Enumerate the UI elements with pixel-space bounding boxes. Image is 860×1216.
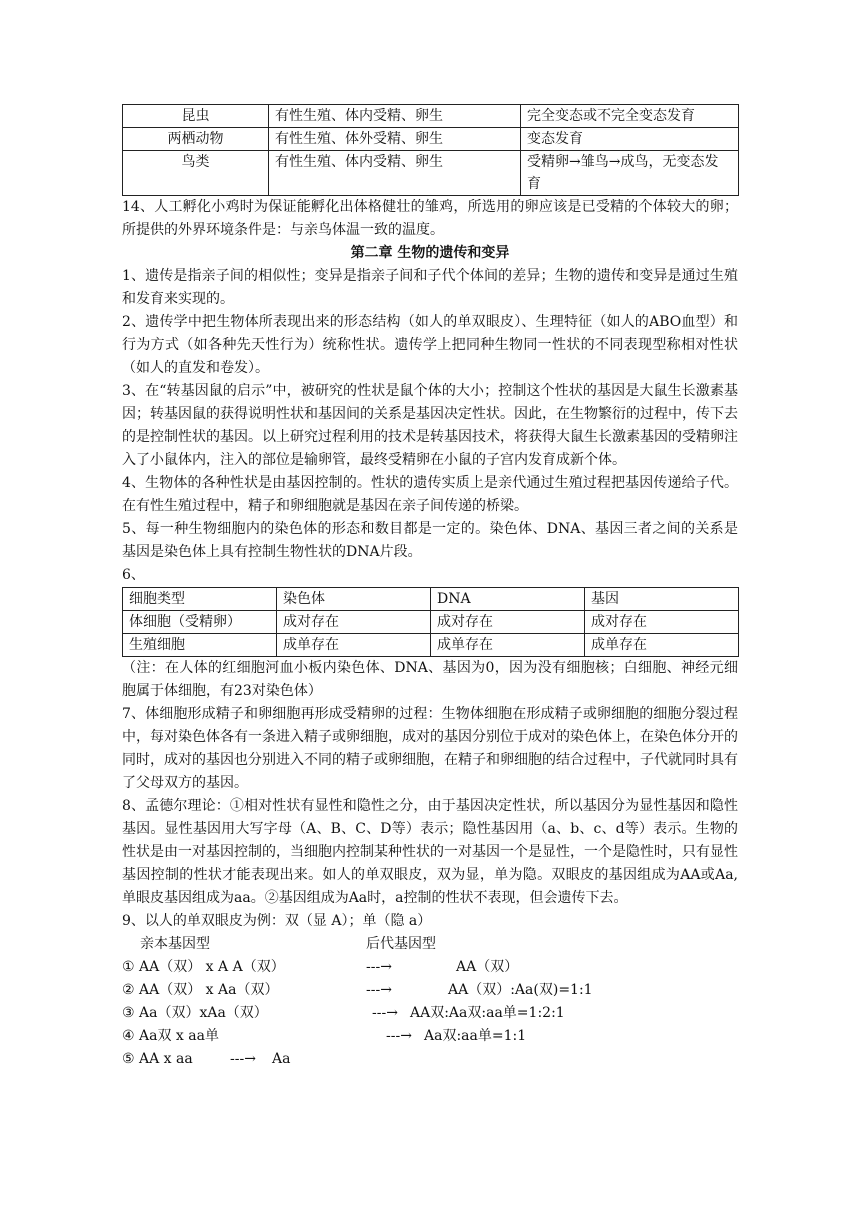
table-row bbox=[123, 611, 739, 634]
genotype-row bbox=[122, 1048, 738, 1071]
arrow: ---→ bbox=[230, 1051, 256, 1067]
table-cell: 成对存在 bbox=[431, 611, 585, 634]
reproduction-table bbox=[122, 104, 739, 196]
paragraph-3: 3、在“转基因鼠的启示”中，被研究的性状是鼠个体的大小；控制这个性状的基因是大鼠生长激素基因；转基因鼠的获得说明性状和基因间的关系是基因决定性状。因此，在生物繁衍的过程中，传下去的是控制性状的基因。以上研究过程利用的技术是转基因技术，将获得大鼠生长激素基因的受精卵注入了小鼠体内，注入的部位是输卵管，最终受精卵在小鼠的子宫内发育成新个体。 bbox=[122, 383, 738, 468]
table-cell: 生殖细胞 bbox=[123, 634, 277, 657]
table-cell: 昆虫 bbox=[123, 105, 269, 128]
offspring-genotype: AA（双）:Aa(双)=1:1 bbox=[448, 982, 593, 998]
offspring-genotype-header: 后代基因型 bbox=[366, 936, 436, 952]
offspring-genotype: AA（双） bbox=[456, 959, 519, 975]
genotype-row bbox=[122, 1025, 738, 1048]
parent-genotype-header: 亲本基因型 bbox=[140, 936, 210, 952]
table-cell: 鸟类 bbox=[123, 151, 269, 196]
parent-genotype: ④ Aa双 x aa单 bbox=[122, 1028, 219, 1044]
arrow: ---→ bbox=[372, 1005, 398, 1021]
cell-gene-table bbox=[122, 587, 739, 657]
table-header-row bbox=[123, 588, 739, 611]
genotype-row bbox=[122, 956, 738, 979]
table-header-cell: 染色体 bbox=[277, 588, 431, 611]
table-cell: 两栖动物 bbox=[123, 128, 269, 151]
table-cell: 成对存在 bbox=[585, 611, 739, 634]
document-page bbox=[122, 104, 738, 1071]
table-header-cell: DNA bbox=[431, 588, 585, 611]
parent-genotype: ③ Aa（双）xAa（双） bbox=[122, 1005, 268, 1021]
offspring-genotype: Aa bbox=[272, 1051, 291, 1067]
paragraph-6-label: 6、 bbox=[122, 567, 145, 583]
table-row bbox=[123, 151, 739, 196]
parent-genotype: ⑤ AA x aa bbox=[122, 1051, 193, 1067]
table-cell: 成单存在 bbox=[277, 634, 431, 657]
table-row bbox=[123, 634, 739, 657]
table-row bbox=[123, 105, 739, 128]
paragraph-8: 8、孟德尔理论：①相对性状有显性和隐性之分，由于基因决定性状，所以基因分为显性基因和隐性基因。显性基因用大写字母（A、B、C、D等）表示；隐性基因用（a、b、c、d等）表示。生物的性状是由一对基因控制的，当细胞内控制某种性状的一对基因一个是显性，一个是隐性时，只有显性基因控制的性状才能表现出来。如人的单双眼皮，双为显，单为隐。双眼皮的基因组成为AA或Aa,单眼皮基因组成为aa。②基因组成为Aa时，a控制的性状不表现，但会遗传下去。 bbox=[122, 798, 738, 906]
table-cell: 变态发育 bbox=[521, 128, 739, 151]
table-cell: 完全变态或不完全变态发育 bbox=[521, 105, 739, 128]
table-header-cell: 基因 bbox=[585, 588, 739, 611]
paragraph-14: 14、人工孵化小鸡时为保证能孵化出体格健壮的雏鸡，所选用的卵应该是已受精的个体较大的卵；所提供的外界环境条件是：与亲鸟体温一致的温度。 bbox=[122, 199, 738, 238]
arrow: ---→ bbox=[366, 959, 392, 975]
arrow: ---→ bbox=[386, 1028, 412, 1044]
parent-genotype: ② AA（双） x Aa（双） bbox=[122, 982, 279, 998]
table-cell: 成对存在 bbox=[277, 611, 431, 634]
arrow: ---→ bbox=[366, 982, 392, 998]
paragraph-1: 1、遗传是指亲子间的相似性；变异是指亲子间和子代个体间的差异；生物的遗传和变异是通过生殖和发育来实现的。 bbox=[122, 268, 738, 307]
table-header-cell: 细胞类型 bbox=[123, 588, 277, 611]
paragraph-5: 5、每一种生物细胞内的染色体的形态和数目都是一定的。染色体、DNA、基因三者之间的关系是基因是染色体上具有控制生物性状的DNA片段。 bbox=[122, 521, 738, 560]
offspring-genotype: AA双:Aa双:aa单=1:2:1 bbox=[410, 1005, 565, 1021]
parent-genotype: ① AA（双） x A A（双） bbox=[122, 959, 285, 975]
genotype-row bbox=[122, 1002, 738, 1025]
paragraph-7: 7、体细胞形成精子和卵细胞再形成受精卵的过程：生物体细胞在形成精子或卵细胞的细胞分裂过程中，每对染色体各有一条进入精子或卵细胞，成对的基因分别位于成对的染色体上，在染色体分开的同时，成对的基因也分别进入不同的精子或卵细胞，在精子和卵细胞的结合过程中，子代就同时具有了父母双方的基因。 bbox=[122, 706, 738, 791]
table-cell: 受精卵→雏鸟→成鸟，无变态发育 bbox=[521, 151, 739, 196]
paragraph-2: 2、遗传学中把生物体所表现出来的形态结构（如人的单双眼皮）、生理特征（如人的ABO血型）和行为方式（如各种先天性行为）统称性状。遗传学上把同种生物同一性状的不同表现型称相对性状（如人的直发和卷发）。 bbox=[122, 314, 738, 376]
table-row bbox=[123, 128, 739, 151]
genotype-row bbox=[122, 979, 738, 1002]
table-cell: 有性生殖、体外受精、卵生 bbox=[269, 128, 521, 151]
table-cell: 成单存在 bbox=[431, 634, 585, 657]
paragraph-9: 9、以人的单双眼皮为例：双（显 A）；单（隐 a） bbox=[122, 913, 432, 929]
paragraph-4: 4、生物体的各种性状是由基因控制的。性状的遗传实质上是亲代通过生殖过程把基因传递给子代。在有性生殖过程中，精子和卵细胞就是基因在亲子间传递的桥梁。 bbox=[122, 475, 738, 514]
table-cell: 有性生殖、体内受精、卵生 bbox=[269, 151, 521, 196]
note-paragraph: （注：在人体的红细胞河血小板内染色体、DNA、基因为0，因为没有细胞核；白细胞、神经元细胞属于体细胞，有23对染色体） bbox=[122, 660, 738, 699]
table-cell: 体细胞（受精卵） bbox=[123, 611, 277, 634]
genotype-header-row bbox=[122, 933, 738, 956]
table-cell: 成单存在 bbox=[585, 634, 739, 657]
table-cell: 有性生殖、体内受精、卵生 bbox=[269, 105, 521, 128]
offspring-genotype: Aa双:aa单=1:1 bbox=[424, 1028, 527, 1044]
chapter-title: 第二章 生物的遗传和变异 bbox=[350, 245, 510, 261]
